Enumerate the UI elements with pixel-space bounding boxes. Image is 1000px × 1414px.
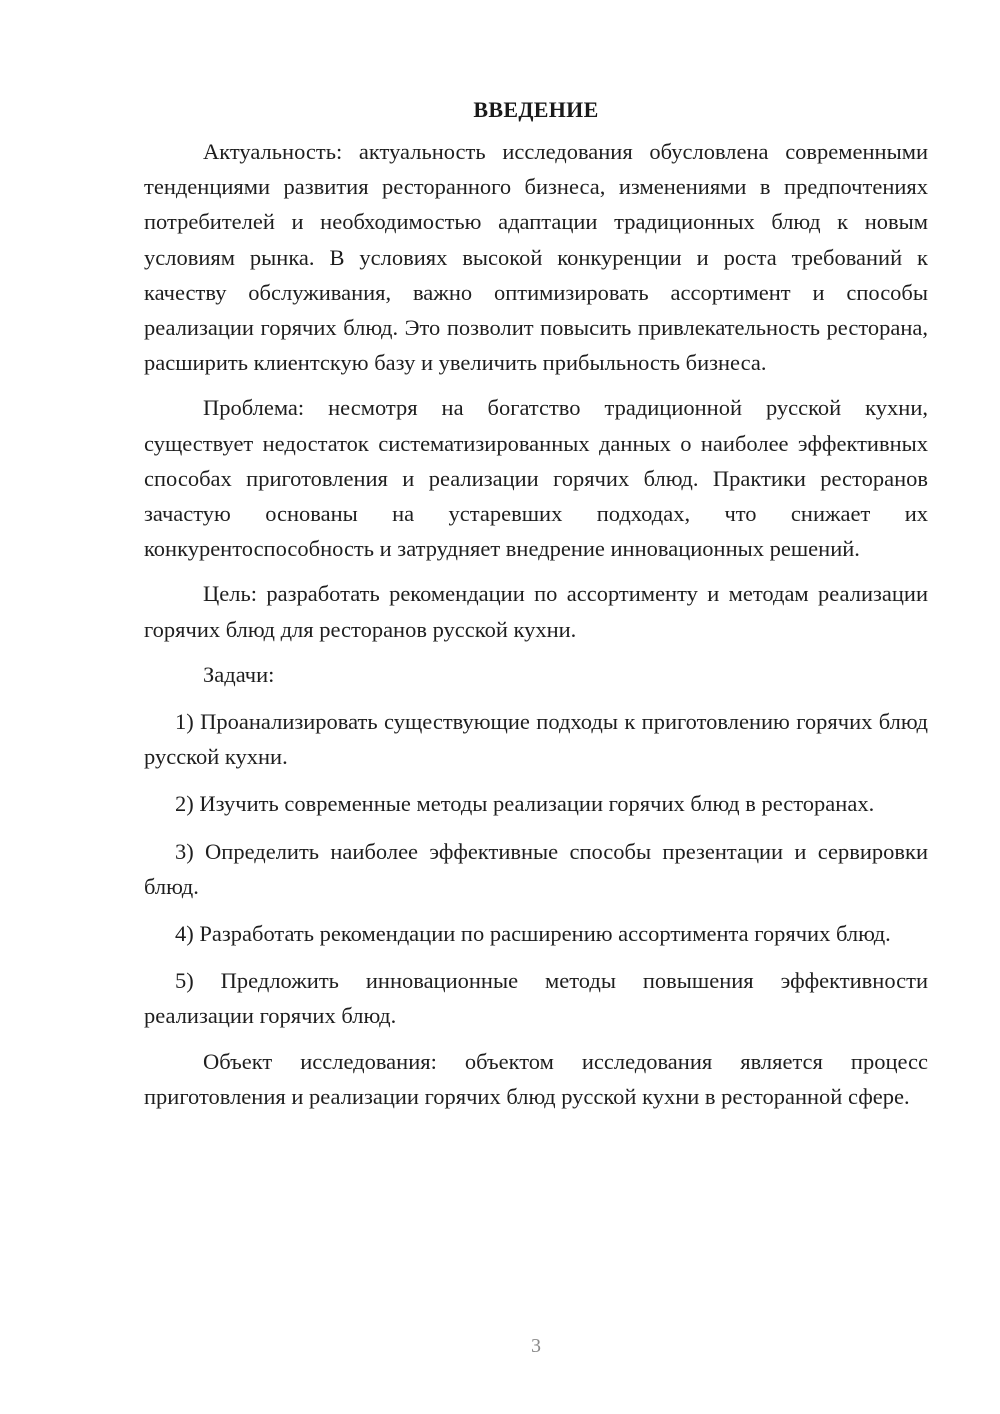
paragraph-problem: Проблема: несмотря на богатство традиционной русской кухни, существует недостаток систематизированных данных о наиболее эффективных способах приготовления и реализации горячих блюд. Практики ресторанов зачастую основаны на устаревших подходах, что снижает их конкурентоспособность и затрудняет внедрение инновационных решений. [144,395,928,562]
list-item: 4) Разработать рекомендации по расширению ассортимента горячих блюд. [175,921,891,947]
page-content [144,92,928,1114]
list-item: 5) Предложить инновационные методы повышения эффективности реализации горячих блюд. [144,968,928,1029]
tasks-list [144,704,928,1034]
tasks-label: Задачи: [203,661,275,687]
paragraph-goal: Цель: разработать рекомендации по ассортименту и методам реализации горячих блюд для ресторанов русской кухни. [144,581,928,642]
list-item: 2) Изучить современные методы реализации горячих блюд в ресторанах. [175,791,875,817]
paragraph-relevance: Актуальность: актуальность исследования обусловлена современными тенденциями развития ресторанного бизнеса, изменениями в предпочтениях потребителей и необходимостью адаптации традиционных блюд к новым условиям рынка. В условиях высокой конкуренции и роста требований к качеству обслуживания, важно оптимизировать ассортимент и способы реализации горячих блюд. Это позволит повысить привлекательность ресторана, расширить клиентскую базу и увеличить прибыльность бизнеса. [144,139,928,376]
list-item: 1) Проанализировать существующие подходы к приготовлению горячих блюд русской кухни. [144,709,928,770]
page-number: 3 [531,1335,541,1357]
section-heading: ВВЕДЕНИЕ [473,97,599,122]
paragraph-object: Объект исследования: объектом исследования является процесс приготовления и реализации горячих блюд русской кухни в ресторанной сфере. [144,1048,928,1109]
list-item: 3) Определить наиболее эффективные способы презентации и сервировки блюд. [144,838,928,899]
